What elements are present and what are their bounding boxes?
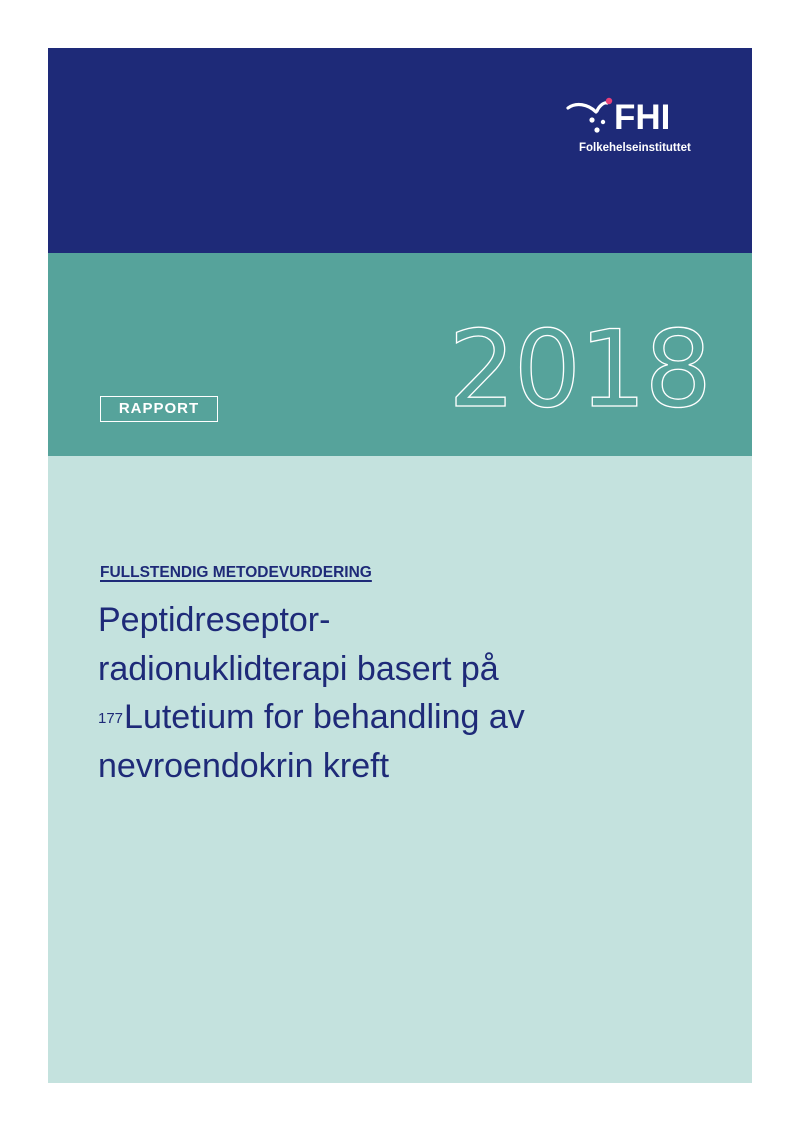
title-line-1: Peptidreseptor-	[98, 601, 331, 639]
title-line-2: radionuklidterapi basert på	[98, 649, 499, 688]
title-line-3-text: Lutetium for behandling av	[124, 698, 525, 736]
report-type-badge: RAPPORT	[100, 396, 218, 422]
report-cover	[48, 48, 752, 1083]
isotope-mass-number: 177	[98, 710, 124, 727]
title-line-4: nevroendokrin kreft	[98, 746, 390, 785]
title-line-3	[98, 693, 698, 742]
logo-subtitle: Folkehelseinstituttet	[579, 142, 691, 154]
header-band	[48, 48, 752, 253]
fhi-logo	[566, 94, 706, 164]
publication-year: 2018	[448, 308, 710, 431]
report-kicker: FULLSTENDIG METODEVURDERING	[100, 564, 372, 581]
fhi-figure-icon	[566, 94, 614, 138]
report-title	[98, 596, 698, 790]
logo-wordmark: FHI	[614, 98, 671, 137]
